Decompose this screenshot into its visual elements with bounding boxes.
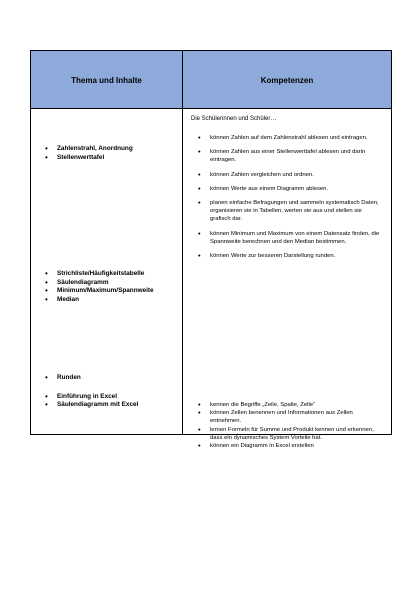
competence-item: • können Zahlen vergleichen und ordnen.: [183, 171, 392, 179]
table-header: [31, 51, 391, 109]
topics-group-numbers: [31, 145, 182, 162]
competence-item: • kennen die Begriffe „Zeile, Spalte, Zelle“: [183, 401, 392, 409]
competence-item: • können Zellen benennen und Informationen aus Zellen entnehmen.: [183, 409, 392, 425]
competence-item: • können Werte zur besseren Darstellung runden.: [183, 252, 392, 260]
competence-item: • lernen Formeln für Summe und Produkt kennen und erkennen, dass ein dynamisches System Vorteile hat.: [183, 426, 392, 442]
topic-item: • Zahlenstrahl, Anordnung: [31, 145, 182, 154]
competences-column: [183, 109, 392, 450]
topic-item: • Runden: [31, 374, 182, 383]
header-topics: Thema und Inhalte: [71, 75, 142, 85]
competence-item: • können Werte aus einem Diagramm ablesen.: [183, 185, 392, 193]
topic-item: • Säulendiagramm mit Excel: [31, 401, 182, 410]
header-competences: Kompetenzen: [260, 75, 314, 85]
competences-group-excel: [183, 401, 392, 450]
competence-item: • können Minimum und Maximum von einem Datensatz finden, die Spannweite berechnen und den Median bestimmen.: [183, 230, 392, 246]
topic-item: • Einführung in Excel: [31, 393, 182, 402]
topic-item: • Stellenwerttafel: [31, 154, 182, 163]
competence-item: • können Zahlen aus einer Stellenwerttafel ablesen und darin eintragen.: [183, 148, 392, 164]
topic-item: • Minimum/Maximum/Spannweite: [31, 287, 182, 296]
topic-item: • Säulendiagramm: [31, 279, 182, 288]
topics-column: [31, 109, 182, 435]
topic-item: • Strichliste/Häufigkeitstabelle: [31, 270, 182, 279]
topic-item: • Median: [31, 296, 182, 305]
competences-intro: Die Schülerinnen und Schüler…: [191, 116, 277, 122]
competence-table: [30, 50, 392, 450]
competences-group-main: [183, 134, 392, 266]
topics-group-statistics: [31, 270, 182, 304]
competence-item: • können ein Diagramm in Excel erstellen: [183, 442, 392, 450]
competence-item: • planen einfache Befragungen und sammeln systematisch Daten, organisieren sie in Tabellen, werten sie aus und stellen sie grafisch dar.: [183, 199, 392, 224]
competence-item: • können Zahlen auf dem Zahlenstrahl ablesen und eintragen.: [183, 134, 392, 142]
topics-group-excel: [31, 374, 182, 410]
